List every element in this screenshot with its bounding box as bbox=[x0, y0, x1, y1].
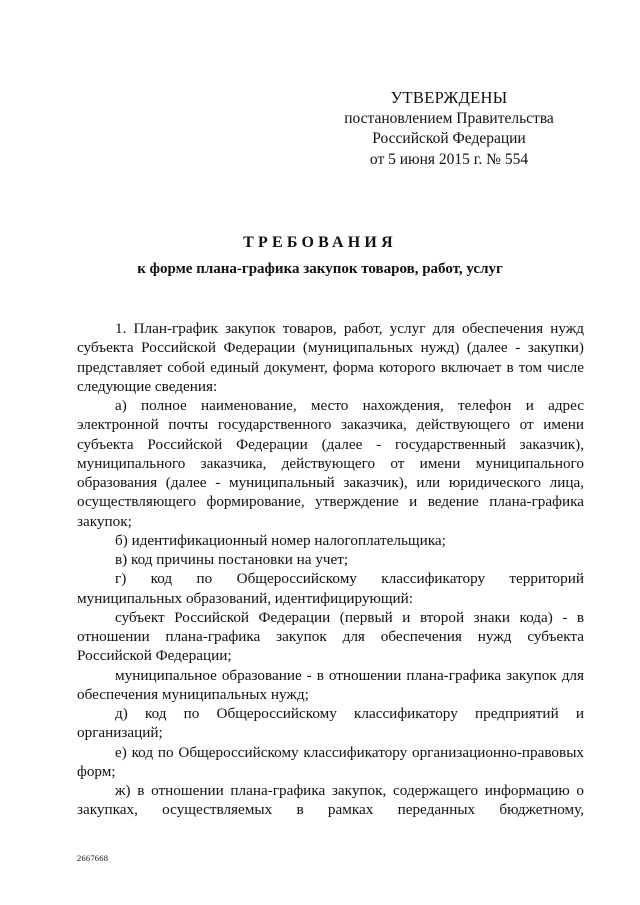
paragraph-a: а) полное наименование, место нахождения, телефон и адрес электронной почты государственного заказчика, действующего от имени субъекта Российской Федерации (далее - государственный заказчик), муниципального заказчика, действующего от имени муниципального образования (далее - муниципальный заказчик), или юридического лица, осуществляющего формирование, утверждение и ведение плана-графика закупок; bbox=[77, 397, 584, 530]
paragraph-g-municipal: муниципальное образование - в отношении плана-графика закупок для обеспечения муниципальных нужд; bbox=[77, 666, 584, 703]
approval-line-government: Российской Федерации bbox=[372, 130, 526, 147]
paragraph-g: г) код по Общероссийскому классификатору территорий муниципальных образований, идентифицирующий: bbox=[77, 570, 584, 607]
paragraph-v: в) код причины постановки на учет; bbox=[115, 551, 349, 568]
paragraph-d: д) код по Общероссийскому классификатору предприятий и организаций; bbox=[77, 705, 584, 742]
document-body bbox=[77, 319, 584, 820]
document-number: 2667668 bbox=[77, 853, 109, 863]
document-title: ТРЕБОВАНИЯ bbox=[243, 234, 397, 251]
approval-line-date-number: от 5 июня 2015 г. № 554 bbox=[369, 150, 529, 168]
approval-block bbox=[320, 88, 578, 170]
paragraph-b: б) идентификационный номер налогоплательщика; bbox=[115, 531, 446, 549]
paragraph-g-subject: субъект Российской Федерации (первый и второй знаки кода) - в отношении плана-графика закупок для обеспечения нужд субъекта Российской Федерации; bbox=[77, 608, 584, 665]
approval-heading: УТВЕРЖДЕНЫ bbox=[390, 88, 508, 107]
paragraph-zh: ж) в отношении плана-графика закупок, содержащего информацию о закупках, осуществляемых в рамках переданных бюджетному, bbox=[77, 782, 584, 819]
document-subtitle: к форме плана-графика закупок товаров, работ, услуг bbox=[137, 261, 503, 277]
paragraph-e: е) код по Общероссийскому классификатору организационно-правовых форм; bbox=[77, 743, 584, 780]
approval-line-resolution: постановлением Правительства bbox=[344, 109, 554, 127]
paragraph-1: 1. План-график закупок товаров, работ, услуг для обеспечения нужд субъекта Российской Федерации (муниципальных нужд) (далее - закупки) представляет собой единый документ, форма которого включает в том числе следующие сведения: bbox=[77, 320, 584, 395]
